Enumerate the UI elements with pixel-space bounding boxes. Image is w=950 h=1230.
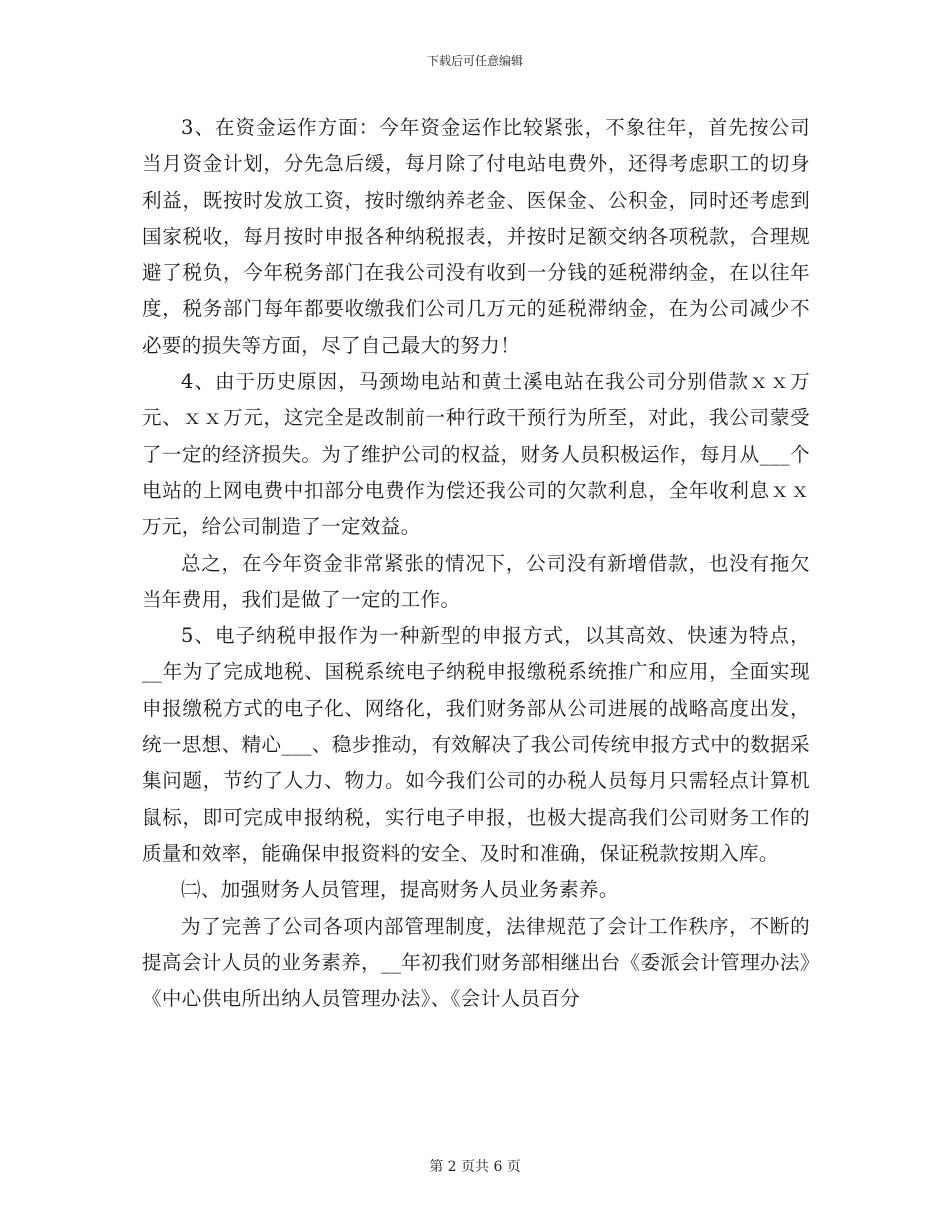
paragraph-3-funds: 3、在资金运作方面：今年资金运作比较紧张，不象往年，首先按公司当月资金计划，分先急后缓，每月除了付电站电费外，还得考虑职工的切身利益，既按时发放工资，按时缴纳养老金、医保金、公积金，同时还考虑到国家税收，每月按时申报各种纳税报表，并按时足额交纳各项税款，合理规避了税负，今年税务部门在我公司没有收到一分钱的延税滞纳金，在以往年度，税务部门每年都要收缴我们公司几万元的延税滞纳金，在为公司减少不必要的损失等方面，尽了自己最大的努力！ xyxy=(142,116,810,357)
document-body xyxy=(142,110,810,1017)
paragraph-summary: 总之，在今年资金非常紧张的情况下，公司没有新增借款，也没有拖欠当年费用，我们是做了一定的工作。 xyxy=(142,551,810,611)
paragraph-4-loans: 4、由于历史原因，马颈坳电站和黄土溪电站在我公司分别借款ｘｘ万元、ｘｘ万元，这完全是改制前一种行政干预行为所至，对此，我公司蒙受了一定的经济损失。为了维护公司的权益，财务人员积极运作，每月从___个电站的上网电费中扣部分电费作为偿还我公司的欠款利息，全年收利息ｘｘ万元，给公司制造了一定效益。 xyxy=(142,370,810,539)
section-heading-staff-management: ㈡、加强财务人员管理，提高财务人员业务素养。 xyxy=(181,878,619,902)
paragraph-staff-rules: 为了完善了公司各项内部管理制度，法律规范了会计工作秩序，不断的提高会计人员的业务素养，__年初我们财务部相继出台《委派会计管理办法》《中心供电所出纳人员管理办法》、《会计人员百分 xyxy=(142,914,810,1011)
paragraph-5-e-tax: 5、电子纳税申报作为一种新型的申报方式，以其高效、快速为特点，__年为了完成地税、国税系统电子纳税申报缴税系统推广和应用，全面实现申报缴税方式的电子化、网络化，我们财务部从公司进展的战略高度出发，统一思想、精心___、稳步推动，有效解决了我公司传统申报方式中的数据采集问题，节约了人力、物力。如今我们公司的办税人员每月只需轻点计算机鼠标，即可完成申报纳税，实行电子申报，也极大提高我们公司财务工作的质量和效率，能确保申报资料的安全、及时和准确，保证税款按期入库。 xyxy=(142,624,810,865)
page-header: 下载后可任意编辑 xyxy=(426,54,523,68)
page-number: 第 2 页共 6 页 xyxy=(429,1159,521,1175)
